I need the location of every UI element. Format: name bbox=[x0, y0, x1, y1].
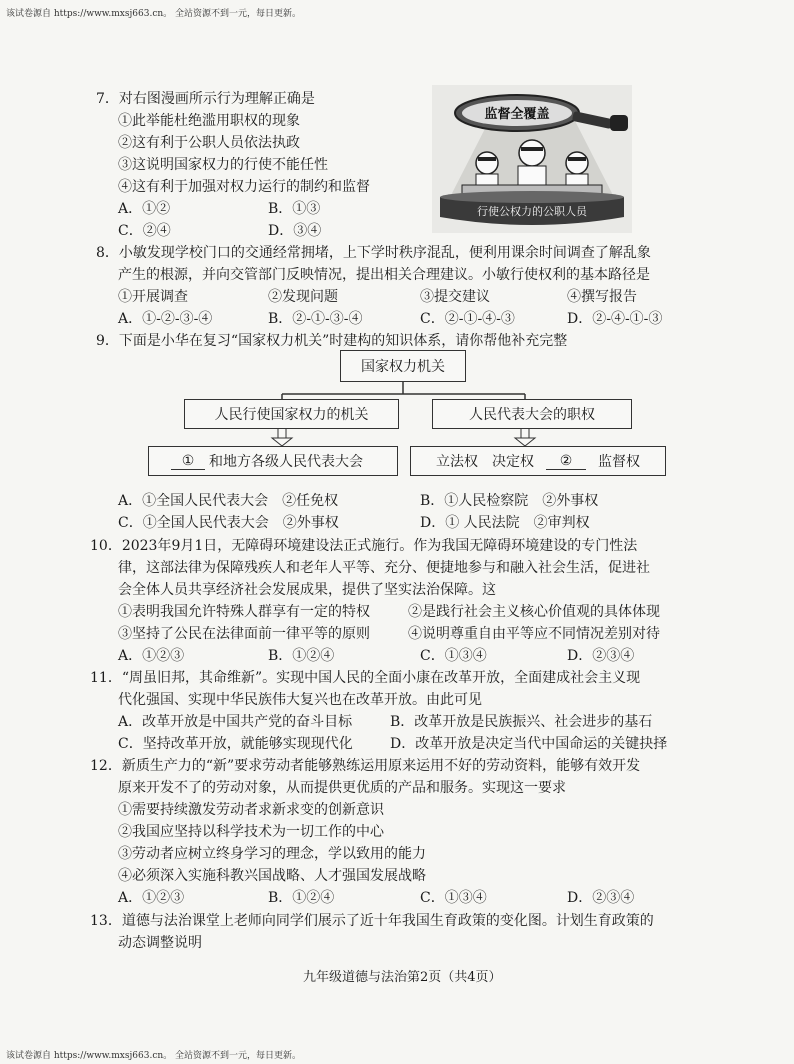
q11-line-2: 代化强国、实现中华民族伟大复兴也在改革开放。由此可见 bbox=[118, 692, 482, 708]
q12-item-3: ③劳动者应树立终身学习的理念，学以致用的能力 bbox=[118, 846, 426, 862]
q7-item-4: ④这有利于加强对权力运行的制约和监督 bbox=[118, 179, 370, 195]
q10-option-c: C．①③④ bbox=[420, 648, 487, 664]
diagram-top-label: 国家权力机关 bbox=[361, 359, 445, 375]
q10-line-3: 会全体人员共享经济社会发展成果，提供了坚实法治保障。这 bbox=[118, 582, 496, 598]
q8-option-a: A．①-②-③-④ bbox=[118, 311, 213, 327]
q12-line-1: 12．新质生产力的“新”要求劳动者能够熟练运用原来运用不好的劳动资料，能够有效开发 bbox=[90, 758, 641, 774]
diagram-right-bottom-box bbox=[410, 446, 666, 476]
power-supervision: 监督权 bbox=[598, 454, 640, 470]
q7-option-d: D．③④ bbox=[268, 223, 322, 239]
power-decision: 决定权 bbox=[492, 454, 534, 470]
q7-option-a: A．①② bbox=[118, 201, 171, 217]
q8-item-4: ④撰写报告 bbox=[567, 289, 637, 305]
diagram-left-bottom-text: 和地方各级人民代表大会 bbox=[209, 454, 363, 470]
q13-line-1: 13．道德与法治课堂上老师向同学们展示了近十年我国生育政策的变化图。计划生育政策的 bbox=[90, 913, 654, 929]
q13-line-2: 动态调整说明 bbox=[118, 935, 202, 951]
q10-option-b: B．①②④ bbox=[268, 648, 335, 664]
q10-item-1: ①表明我国允许特殊人群享有一定的特权 bbox=[118, 604, 370, 620]
q8-item-3: ③提交建议 bbox=[420, 289, 490, 305]
q7-stem: 7．对右图漫画所示行为理解正确是 bbox=[96, 91, 315, 107]
q8-item-2: ②发现问题 bbox=[268, 289, 338, 305]
diagram-left-bottom-box bbox=[148, 446, 398, 476]
watermark-bottom: 该试卷源自 https://www.mxsj663.cn。 全站资源不到一元，每日更新。 bbox=[6, 1051, 302, 1061]
q10-item-2: ②是践行社会主义核心价值观的具体体现 bbox=[408, 604, 660, 620]
q8-option-b: B．②-①-③-④ bbox=[268, 311, 363, 327]
q10-option-d: D．②③④ bbox=[567, 648, 635, 664]
q7-item-3: ③这说明国家权力的行使不能任性 bbox=[118, 157, 328, 173]
q9-stem: 9．下面是小华在复习“国家权力机关”时建构的知识体系，请你帮他补充完整 bbox=[96, 333, 568, 349]
q8-line-2: 产生的根源，并向交管部门反映情况，提出相关合理建议。小敏行使权利的基本路径是 bbox=[118, 267, 650, 283]
q10-item-3: ③坚持了公民在法律面前一律平等的原则 bbox=[118, 626, 370, 642]
q11-option-c: C．坚持改革开放，就能够实现现代化 bbox=[118, 736, 353, 752]
diagram-left-box bbox=[184, 399, 399, 429]
q8-option-d: D．②-④-①-③ bbox=[567, 311, 663, 327]
q11-line-1: 11．“周虽旧邦，其命维新”。实现中国人民的全面小康在改革开放，全面建成社会主义现 bbox=[90, 670, 641, 686]
q7-item-1: ①此举能杜绝滥用职权的现象 bbox=[118, 113, 300, 129]
q12-option-a: A．①②③ bbox=[118, 890, 185, 906]
watermark-top: 该试卷源自 https://www.mxsj663.cn。 全站资源不到一元，每日更新。 bbox=[6, 9, 302, 19]
q11-option-b: B．改革开放是民族振兴、社会进步的基石 bbox=[390, 714, 653, 730]
q12-line-2: 原来开发不了的劳动对象，从而提供更优质的产品和服务。实现这一要求 bbox=[118, 780, 566, 796]
diagram-top-box bbox=[340, 350, 466, 382]
cartoon-base-label: 行使公权力的公职人员 bbox=[477, 205, 587, 218]
q7-item-2: ②这有利于公职人员依法执政 bbox=[118, 135, 300, 151]
down-arrow-icon bbox=[515, 428, 535, 446]
q11-option-a: A．改革开放是中国共产党的奋斗目标 bbox=[118, 714, 353, 730]
q12-item-1: ①需要持续激发劳动者求新求变的创新意识 bbox=[118, 802, 384, 818]
cartoon-magnifier-label: 监督全覆盖 bbox=[484, 107, 550, 122]
q10-line-1: 10．2023年9月1日，无障碍环境建设法正式施行。作为我国无障碍环境建设的专门性法 bbox=[90, 538, 638, 554]
q7-option-b: B．①③ bbox=[268, 201, 321, 217]
q12-item-2: ②我国应坚持以科学技术为一切工作的中心 bbox=[118, 824, 384, 840]
q9-option-a: A．①全国人民代表大会 ②任免权 bbox=[118, 493, 339, 509]
diagram-right-label: 人民代表大会的职权 bbox=[469, 407, 595, 423]
q9-option-b: B．①人民检察院 ②外事权 bbox=[420, 493, 599, 509]
q12-option-d: D．②③④ bbox=[567, 890, 635, 906]
q11-option-d: D．改革开放是决定当代中国命运的关键抉择 bbox=[390, 736, 668, 752]
supervision-cartoon-image bbox=[432, 85, 632, 233]
q12-option-b: B．①②④ bbox=[268, 890, 335, 906]
power-legislative: 立法权 bbox=[436, 454, 478, 470]
diagram-right-box bbox=[432, 399, 632, 429]
q8-item-1: ①开展调查 bbox=[118, 289, 188, 305]
q7-cartoon bbox=[432, 85, 632, 233]
q9-option-d: D．① 人民法院 ②审判权 bbox=[420, 515, 590, 531]
diagram-left-label: 人民行使国家权力的机关 bbox=[214, 407, 369, 423]
q9-option-c: C．①全国人民代表大会 ②外事权 bbox=[118, 515, 339, 531]
q8-line-1: 8．小敏发现学校门口的交通经常拥堵，上下学时秩序混乱，便利用课余时间调查了解乱象 bbox=[96, 245, 651, 261]
q8-option-c: C．②-①-④-③ bbox=[420, 311, 515, 327]
q12-option-c: C．①③④ bbox=[420, 890, 487, 906]
down-arrow-icon bbox=[272, 428, 292, 446]
blank-2: ② bbox=[546, 453, 586, 470]
q12-item-4: ④必须深入实施科教兴国战略、人才强国发展战略 bbox=[118, 868, 426, 884]
q10-line-2: 律，这部法律为保障残疾人和老年人平等、充分、便捷地参与和融入社会生活，促进社 bbox=[118, 560, 650, 576]
page-footer: 九年级道德与法治第2页（共4页） bbox=[303, 970, 502, 985]
q10-item-4: ④说明尊重自由平等应不同情况差别对待 bbox=[408, 626, 660, 642]
q7-option-c: C．②④ bbox=[118, 223, 171, 239]
blank-1: ① bbox=[171, 453, 205, 470]
q10-option-a: A．①②③ bbox=[118, 648, 185, 664]
